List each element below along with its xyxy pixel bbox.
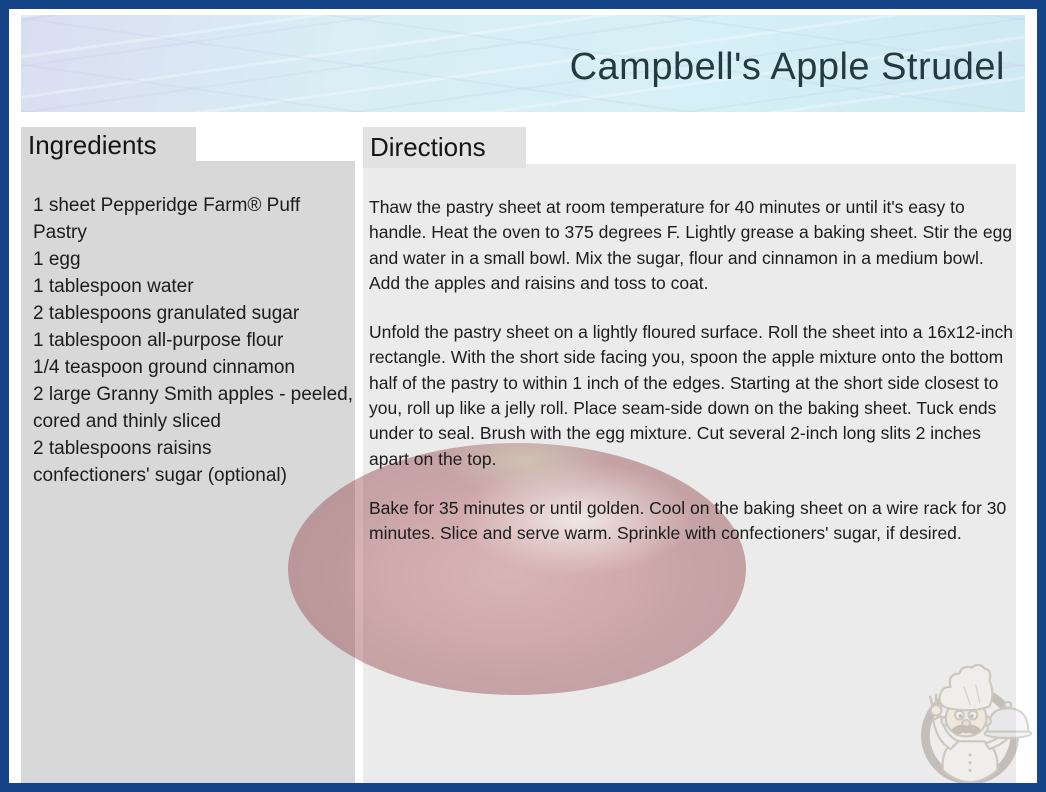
ingredient-item: 2 tablespoons raisins: [33, 438, 212, 459]
recipe-title: Campbell's Apple Strudel: [569, 46, 1005, 88]
ingredient-item: 2 large Granny Smith apples - peeled, cored and thinly sliced: [33, 384, 354, 432]
header-banner: [21, 15, 1025, 112]
ingredient-item: 1 tablespoon all-purpose flour: [33, 330, 284, 351]
directions-paragraph: Thaw the pastry sheet at room temperature for 40 minutes or until it's easy to handle. Heat the oven to 375 degrees F. Lightly grease a baking sheet. Stir the egg and water in a small bowl. Mix the sugar, flour and cinnamon in a medium bowl. Add the apples and raisins and toss to coat.: [369, 197, 1013, 293]
ingredient-item: 1 egg: [33, 249, 81, 270]
ingredient-item: 1/4 teaspoon ground cinnamon: [33, 357, 295, 378]
ingredients-list: [24, 192, 354, 489]
directions-paragraph: Bake for 35 minutes or until golden. Cool on the baking sheet on a wire rack for 30 minutes. Slice and serve warm. Sprinkle with confectioners' sugar, if desired.: [369, 497, 1007, 544]
directions-paragraph: Unfold the pastry sheet on a lightly floured surface. Roll the sheet into a 16x12-inch rectangle. With the short side facing you, spoon the apple mixture onto the bottom half of the pastry to within 1 inch of the edges. Starting at the short side closest to you, roll up like a jelly roll. Place seam-side down on the baking sheet. Tuck ends under to seal. Brush with the egg mixture. Cut several 2-inch long slits 2 inches apart on the top.: [369, 322, 1013, 469]
directions-text: [369, 195, 1017, 571]
ingredient-item: 1 sheet Pepperidge Farm® Puff Pastry: [33, 195, 301, 243]
ingredient-item: confectioners' sugar (optional): [33, 465, 287, 486]
directions-heading: Directions: [363, 127, 526, 168]
recipe-canvas: [9, 9, 1037, 783]
ingredient-item: 1 tablespoon water: [33, 276, 194, 297]
ingredients-heading: Ingredients: [21, 127, 196, 164]
ingredient-item: 2 tablespoons granulated sugar: [33, 303, 300, 324]
